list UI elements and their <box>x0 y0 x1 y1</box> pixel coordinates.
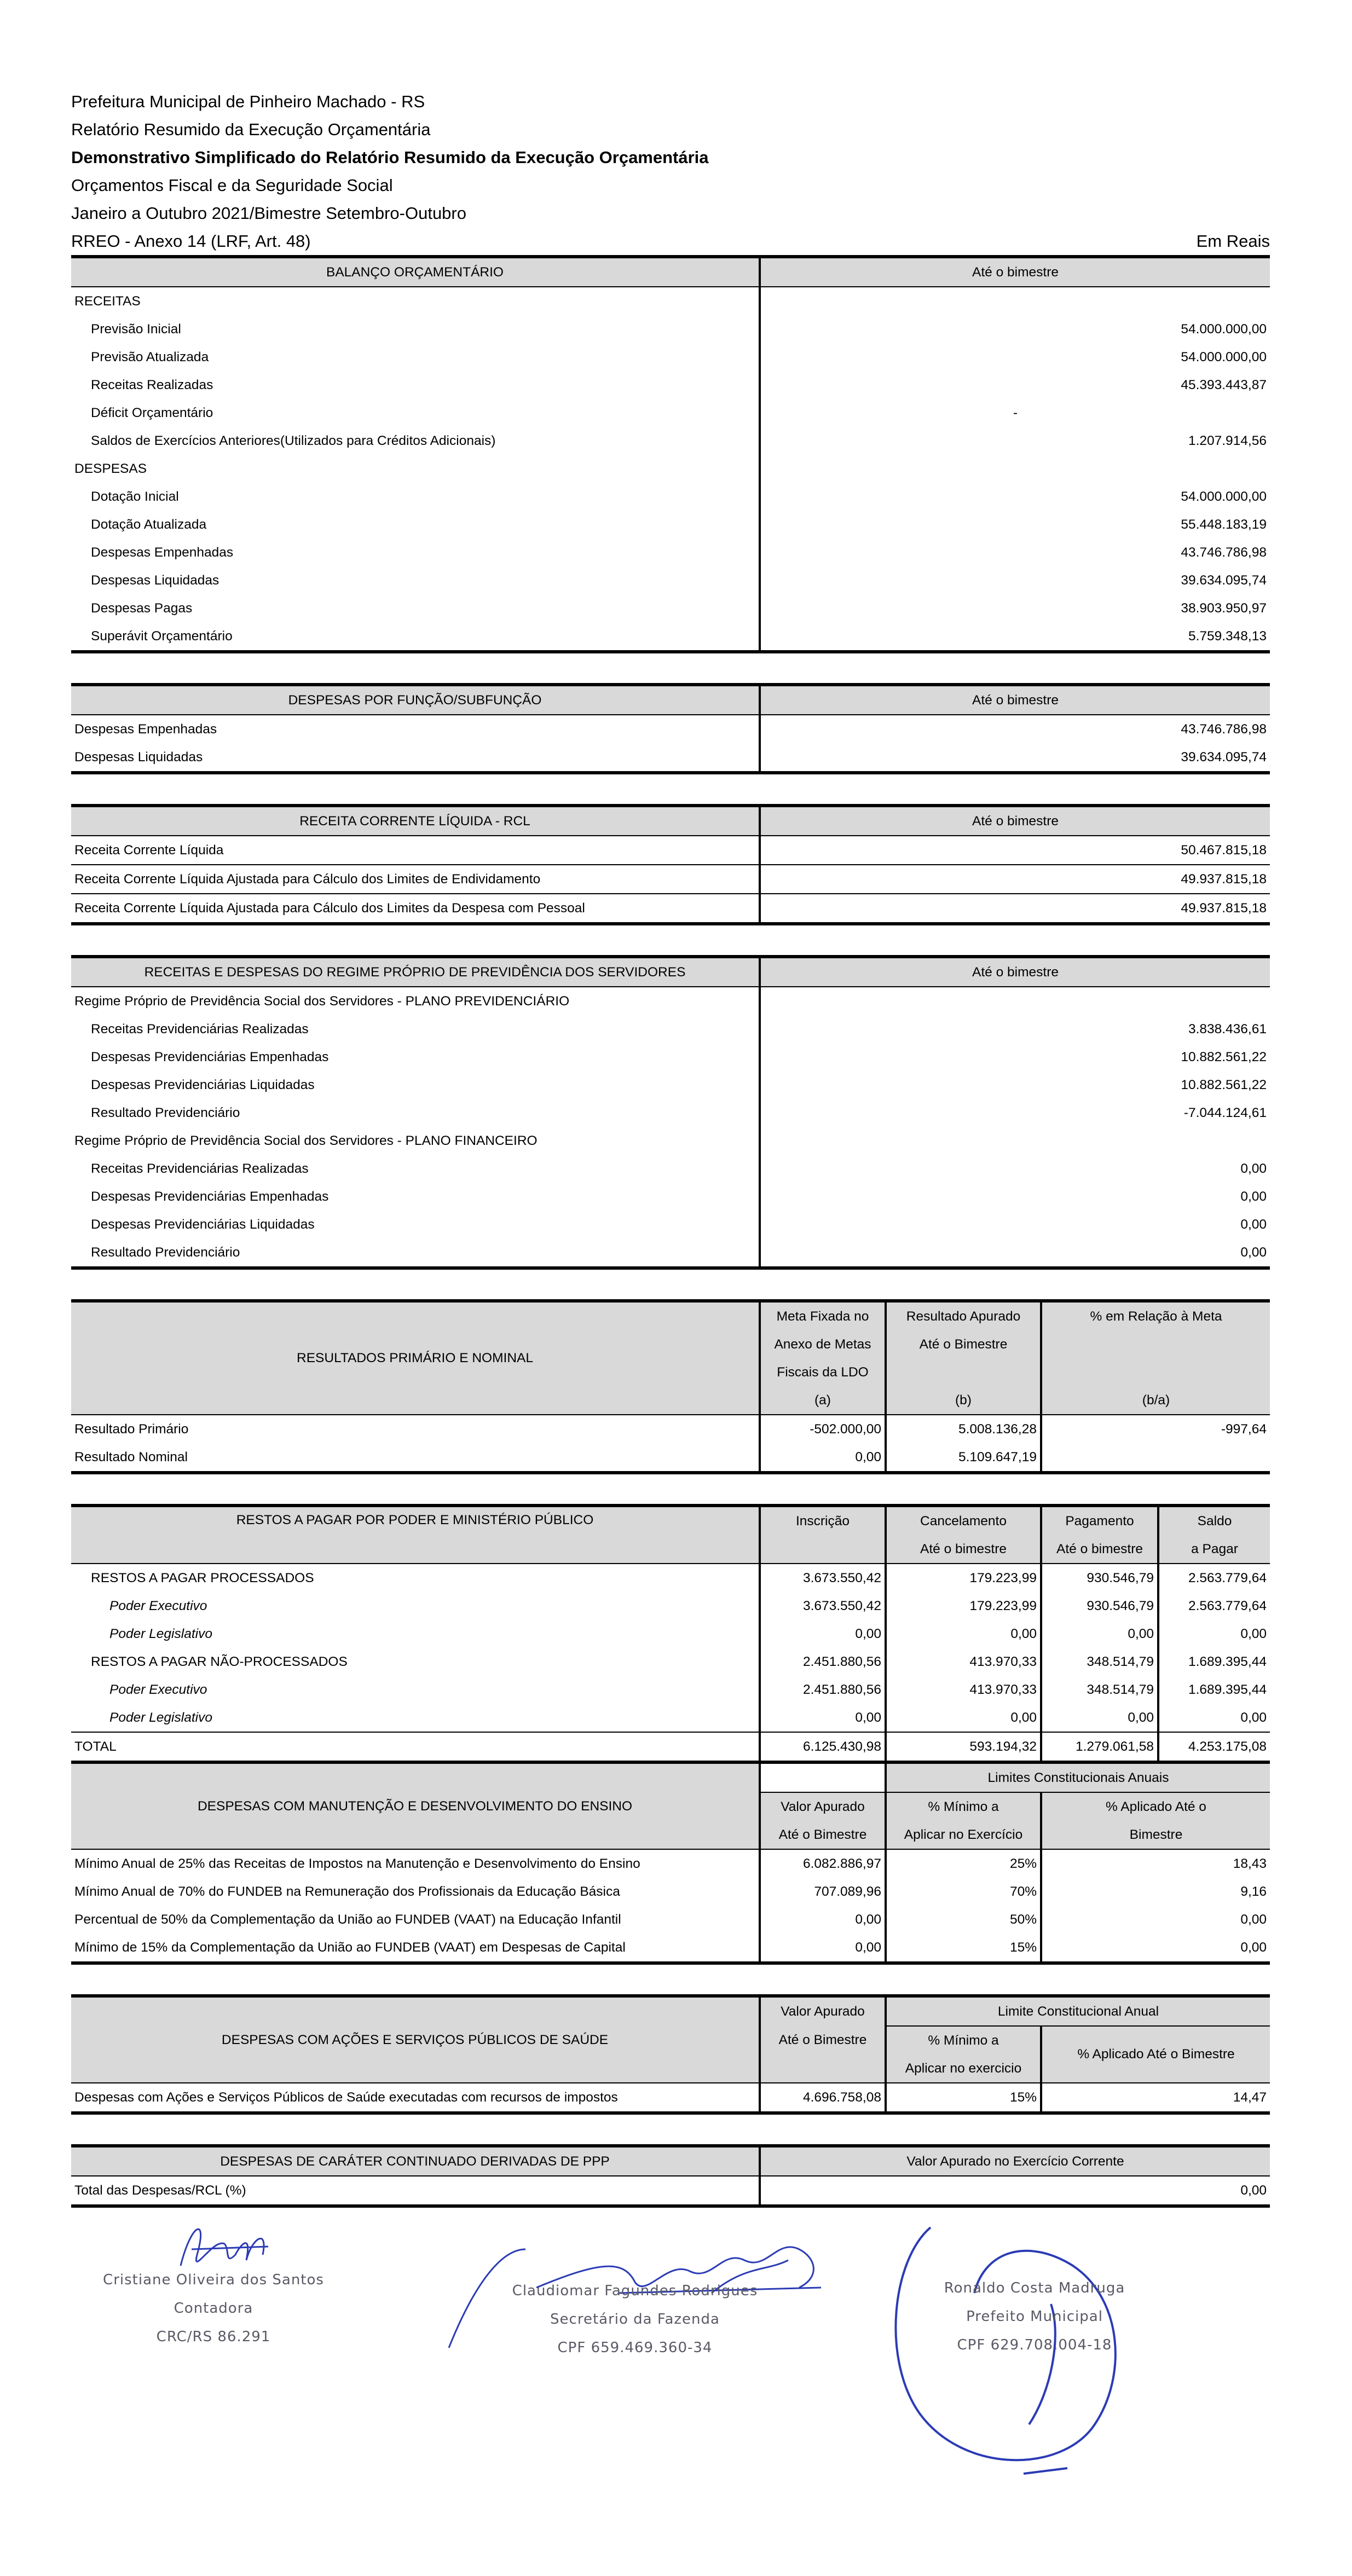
table-row: Despesas Liquidadas 39.634.095,74 <box>71 743 1270 773</box>
table-row: Despesas Pagas 38.903.950,97 <box>71 594 1270 622</box>
table-row: Percentual de 50% da Complementação da União ao FUNDEB (VAAT) na Educação Infantil 0,00 50% 0,00 <box>71 1906 1270 1934</box>
table-row: Despesas Previdenciárias Liquidadas 10.882.561,22 <box>71 1071 1270 1099</box>
table-row: Mínimo Anual de 25% das Receitas de Impostos na Manutenção e Desenvolvimento do Ensino 6.082.886,97 25% 18,43 <box>71 1849 1270 1878</box>
header-report-name: Relatório Resumido da Execução Orçamentária <box>71 120 431 139</box>
table-row: Resultado Previdenciário 0,00 <box>71 1238 1270 1268</box>
table-row: Poder Legislativo 0,00 0,00 0,00 0,00 <box>71 1704 1270 1732</box>
sig1-role: Contadora <box>174 2300 253 2317</box>
table-row: Despesas Previdenciárias Empenhadas 0,00 <box>71 1183 1270 1211</box>
funcao-table <box>71 683 1270 774</box>
table-row: Total das Despesas/RCL (%) 0,00 <box>71 2176 1270 2206</box>
table-row: Despesas com Ações e Serviços Públicos de Saúde executadas com recursos de impostos 4.696.758,08 15% 14,47 <box>71 2083 1270 2113</box>
report-header <box>71 88 1270 255</box>
sig3-id: CPF 629.708.004-18 <box>957 2337 1112 2353</box>
signatures-area <box>0 2195 1352 2501</box>
restos-title: RESTOS A PAGAR POR PODER E MINISTÉRIO PÚBLICO <box>71 1506 760 1564</box>
balanco-col-header: Até o bimestre <box>760 257 1270 287</box>
rpps-group-financeiro: Regime Próprio de Previdência Social dos Servidores - PLANO FINANCEIRO <box>74 1133 538 1148</box>
rcl-table <box>71 804 1270 925</box>
table-row: RESTOS A PAGAR PROCESSADOS 3.673.550,42 179.223,99 930.546,79 2.563.779,64 <box>71 1564 1270 1592</box>
header-period: Janeiro a Outubro 2021/Bimestre Setembro-Outubro <box>71 204 466 223</box>
rpps-col-header: Até o bimestre <box>760 957 1270 987</box>
table-row: Despesas Empenhadas 43.746.786,98 <box>71 539 1270 566</box>
table-row: Poder Legislativo 0,00 0,00 0,00 0,00 <box>71 1620 1270 1648</box>
table-row: Receitas Previdenciárias Realizadas 0,00 <box>71 1155 1270 1183</box>
sig2-name: Claudiomar Fagundes Rodrigues <box>512 2283 758 2299</box>
table-row: Receita Corrente Líquida 50.467.815,18 <box>71 836 1270 865</box>
table-row: Superávit Orçamentário 5.759.348,13 <box>71 622 1270 652</box>
rpps-table <box>71 955 1270 1270</box>
ensino-limits-title: Limites Constitucionais Anuais <box>886 1764 1270 1792</box>
report-page <box>71 88 1270 2208</box>
table-row: Dotação Inicial 54.000.000,00 <box>71 483 1270 511</box>
table-row: Previsão Atualizada 54.000.000,00 <box>71 343 1270 371</box>
table-row: Despesas Previdenciárias Liquidadas 0,00 <box>71 1211 1270 1238</box>
table-row: Resultado Primário -502.000,00 5.008.136,28 -997,64 <box>71 1415 1270 1443</box>
ensino-table: DESPESAS COM MANUTENÇÃO E DESENVOLVIMENTO DO ENSINO Limites Constitucionais Anuais Valor Apurado % Mínimo a % Aplicado Até o Até o Bimestre Aplicar no Exercício Bimestre Mínimo Anual de 25% das Receitas de Impostos na Manutenção e Desenvolvimento do Ensino 6.082.886,97 25% 18,43 Mínimo Anual de 70% do FUNDEB na Remuneração dos Profissionais da Educação Básica 707.089,96 70% 9,16 Percentual de 50% da Complementação da União ao FUNDEB (VAAT) na Educação Infantil 0,00 50% 0,00 Mínimo de 15% da Complementação da União ao FUNDEB (VAAT) em Despesas de Capital 0,00 15% 0,00 <box>71 1764 1270 1965</box>
table-row: Mínimo de 15% da Complementação da União ao FUNDEB (VAAT) em Despesas de Capital 0,00 15% 0,00 <box>71 1934 1270 1963</box>
receitas-label: RECEITAS <box>74 293 141 309</box>
rpps-group-previdenciario: Regime Próprio de Previdência Social dos Servidores - PLANO PREVIDENCIÁRIO <box>74 993 570 1009</box>
table-row: Receitas Realizadas 45.393.443,87 <box>71 371 1270 399</box>
resultados-title: RESULTADOS PRIMÁRIO E NOMINAL <box>71 1301 760 1415</box>
rcl-col-header: Até o bimestre <box>760 806 1270 836</box>
ppp-title: DESPESAS DE CARÁTER CONTINUADO DERIVADAS DE PPP <box>71 2146 760 2176</box>
balanco-title: BALANÇO ORÇAMENTÁRIO <box>71 257 760 287</box>
ppp-col-header: Valor Apurado no Exercício Corrente <box>760 2146 1270 2176</box>
funcao-title: DESPESAS POR FUNÇÃO/SUBFUNÇÃO <box>71 685 760 715</box>
restos-table: RESTOS A PAGAR POR PODER E MINISTÉRIO PÚBLICO Inscrição Cancelamento Pagamento Saldo Até o bimestre Até o bimestre a Pagar RESTOS A PAGAR PROCESSADOS 3.673.550,42 179.223,99 930.546,79 2.563.779,64 Poder Executivo 3.673.550,42 179.223,99 930.546,79 2.563.779,64 Poder Legislativo 0,00 0,00 0,00 0,00 RESTOS A PAGAR NÃO-PROCESSADOS 2.451.880,56 413.970,33 348.514,79 1.689.395,44 Poder Executivo 2.451.880,56 413.970,33 348.514,79 1.689.395,44 Poder Legislativo 0,00 0,00 0,00 0,00 TOTAL 6.125.430,98 593.194,32 1.279.061,58 4.253.175,08 <box>71 1504 1270 1764</box>
table-row: Receitas Previdenciárias Realizadas 3.838.436,61 <box>71 1015 1270 1043</box>
saude-limit-title: Limite Constitucional Anual <box>886 1996 1270 2026</box>
sig2-role: Secretário da Fazenda <box>550 2311 720 2328</box>
table-row: Saldos de Exercícios Anteriores(Utilizados para Créditos Adicionais) 1.207.914,56 <box>71 427 1270 455</box>
table-row: Dotação Atualizada 55.448.183,19 <box>71 511 1270 539</box>
table-row: Resultado Previdenciário -7.044.124,61 <box>71 1099 1270 1127</box>
ensino-title: DESPESAS COM MANUTENÇÃO E DESENVOLVIMENTO DO ENSINO <box>71 1764 760 1849</box>
table-row: Despesas Previdenciárias Empenhadas 10.882.561,22 <box>71 1043 1270 1071</box>
header-annex: RREO - Anexo 14 (LRF, Art. 48) <box>71 231 311 251</box>
sig2-id: CPF 659.469.360-34 <box>557 2340 713 2356</box>
header-unit: Em Reais <box>1196 231 1270 251</box>
table-row: Déficit Orçamentário - <box>71 399 1270 427</box>
balanco-table <box>71 255 1270 653</box>
header-municipality: Prefeitura Municipal de Pinheiro Machado - RS <box>71 92 425 111</box>
sig3-name: Ronaldo Costa Madruga <box>944 2280 1125 2296</box>
total-row: TOTAL 6.125.430,98 593.194,32 1.279.061,58 4.253.175,08 <box>71 1732 1270 1762</box>
header-budgets: Orçamentos Fiscal e da Seguridade Social <box>71 176 393 195</box>
rcl-title: RECEITA CORRENTE LÍQUIDA - RCL <box>71 806 760 836</box>
table-row: Poder Executivo 3.673.550,42 179.223,99 930.546,79 2.563.779,64 <box>71 1592 1270 1620</box>
sig1-name: Cristiane Oliveira dos Santos <box>103 2272 324 2288</box>
table-row: Mínimo Anual de 70% do FUNDEB na Remuneração dos Profissionais da Educação Básica 707.089,96 70% 9,16 <box>71 1878 1270 1906</box>
sig3-role: Prefeito Municipal <box>966 2308 1103 2325</box>
table-row: Resultado Nominal 0,00 5.109.647,19 <box>71 1443 1270 1473</box>
table-row: Poder Executivo 2.451.880,56 413.970,33 348.514,79 1.689.395,44 <box>71 1676 1270 1704</box>
table-row: Receita Corrente Líquida Ajustada para Cálculo dos Limites de Endividamento 49.937.815,18 <box>71 865 1270 894</box>
saude-title: DESPESAS COM AÇÕES E SERVIÇOS PÚBLICOS DE SAÚDE <box>71 1996 760 2083</box>
table-row: Receita Corrente Líquida Ajustada para Cálculo dos Limites da Despesa com Pessoal 49.937.815,18 <box>71 894 1270 924</box>
table-row: Previsão Inicial 54.000.000,00 <box>71 315 1270 343</box>
table-row: Despesas Liquidadas 39.634.095,74 <box>71 566 1270 594</box>
table-row: RESTOS A PAGAR NÃO-PROCESSADOS 2.451.880,56 413.970,33 348.514,79 1.689.395,44 <box>71 1648 1270 1676</box>
table-row: Despesas Empenhadas 43.746.786,98 <box>71 715 1270 743</box>
funcao-col-header: Até o bimestre <box>760 685 1270 715</box>
sig1-id: CRC/RS 86.291 <box>156 2329 271 2345</box>
rpps-title: RECEITAS E DESPESAS DO REGIME PRÓPRIO DE PREVIDÊNCIA DOS SERVIDORES <box>71 957 760 987</box>
header-title: Demonstrativo Simplificado do Relatório Resumido da Execução Orçamentária <box>71 148 709 167</box>
saude-table: DESPESAS COM AÇÕES E SERVIÇOS PÚBLICOS DE SAÚDE Valor Apurado Limite Constitucional Anual Até o Bimestre % Mínimo a % Aplicado Até o Bimestre Aplicar no exercicio Despesas com Ações e Serviços Públicos de Saúde executadas com recursos de impostos 4.696.758,08 15% 14,47 <box>71 1994 1270 2115</box>
despesas-label: DESPESAS <box>74 461 147 476</box>
resultados-table: RESULTADOS PRIMÁRIO E NOMINAL Meta Fixada no Resultado Apurado % em Relação à Meta Anexo de Metas Até o Bimestre Fiscais da LDO (a) (b) (b/a) Resultado Primário -502.000,00 5.008.136,28 -997,64 Resultado Nominal 0,00 5.109.647,19 <box>71 1299 1270 1474</box>
